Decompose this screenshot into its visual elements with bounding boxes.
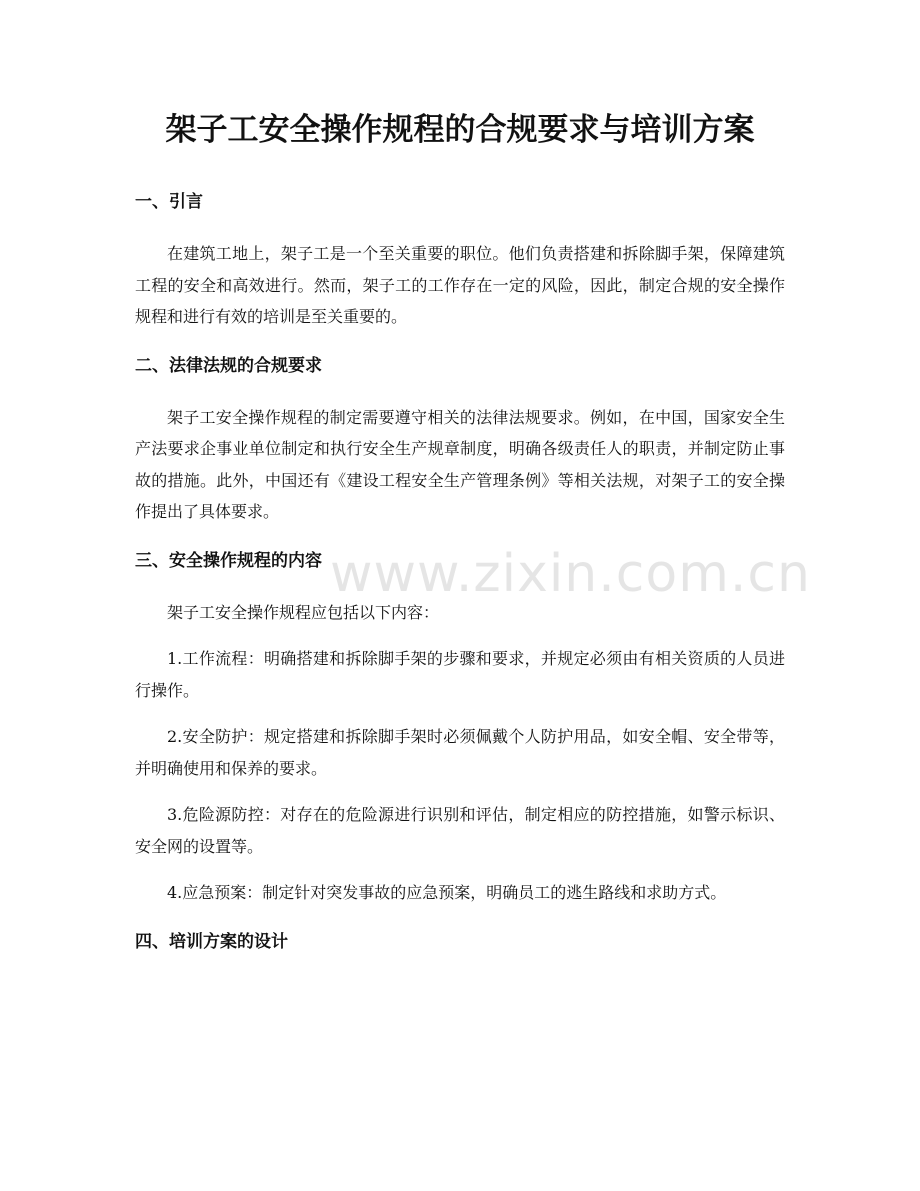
section-legal-requirements	[135, 348, 785, 528]
paragraph: 在建筑工地上，架子工是一个至关重要的职位。他们负责搭建和拆除脚手架，保障建筑工程的安全和高效进行。然而，架子工的工作存在一定的风险，因此，制定合规的安全操作规程和进行有效的培训是至关重要的。	[135, 244, 785, 326]
list-item: 3.危险源防控：对存在的危险源进行识别和评估，制定相应的防控措施，如警示标识、安全网的设置等。	[135, 805, 785, 856]
section-heading: 一、引言	[135, 192, 203, 212]
section-heading: 三、安全操作规程的内容	[135, 550, 322, 571]
section-heading: 二、法律法规的合规要求	[135, 355, 322, 376]
watermark: www.zixin.com.cn	[330, 544, 811, 604]
list-item: 2.安全防护：规定搭建和拆除脚手架时必须佩戴个人防护用品，如安全帽、安全带等，并明确使用和保养的要求。	[135, 727, 785, 778]
list-item: 1.工作流程：明确搭建和拆除脚手架的步骤和要求，并规定必须由有相关资质的人员进行操作。	[135, 649, 785, 700]
list-item: 4.应急预案：制定针对突发事故的应急预案，明确员工的逃生路线和求助方式。	[167, 883, 727, 902]
document-title: 架子工安全操作规程的合规要求与培训方案	[165, 112, 755, 148]
section-training-plan	[135, 924, 785, 960]
section-introduction	[135, 184, 785, 333]
document-body	[135, 184, 785, 978]
paragraph: 架子工安全操作规程的制定需要遵守相关的法律法规要求。例如，在中国，国家安全生产法要求企事业单位制定和执行安全生产规章制度，明确各级责任人的职责，并制定防止事故的措施。此外，中国还有《建设工程安全生产管理条例》等相关法规，对架子工的安全操作提出了具体要求。	[135, 407, 785, 521]
section-heading: 四、培训方案的设计	[135, 931, 288, 952]
paragraph: 架子工安全操作规程应包括以下内容：	[167, 602, 440, 622]
section-procedure-content	[135, 543, 785, 909]
